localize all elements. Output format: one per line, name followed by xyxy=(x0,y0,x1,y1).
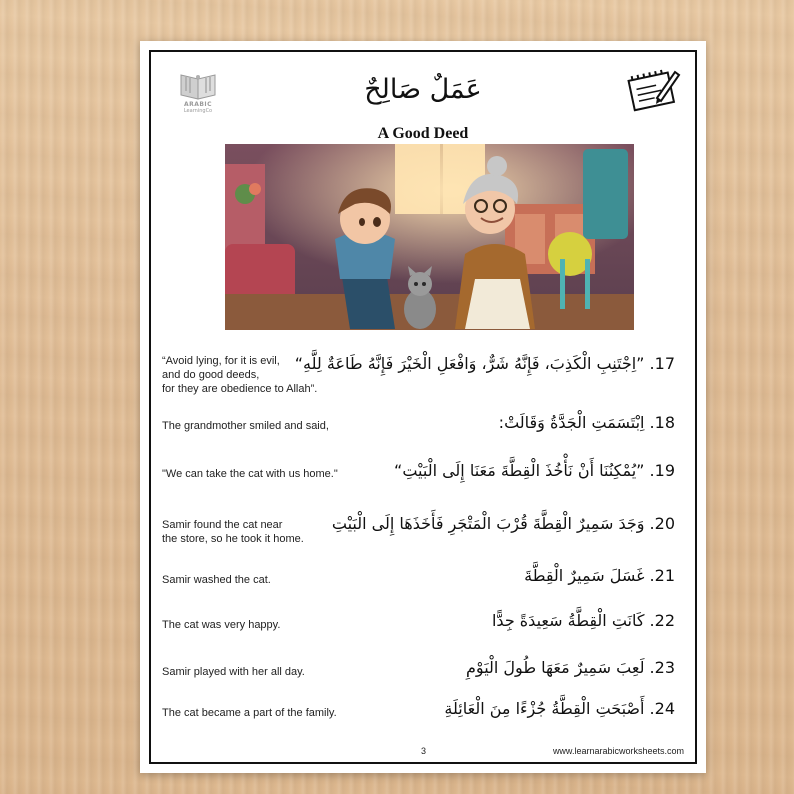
sentence-21-arabic: 21. غَسَلَ سَمِيرٌ الْقِطَّةَ xyxy=(524,566,675,585)
sentence-24-arabic: 24. أَصْبَحَتِ الْقِطَّةُ جُزْءًا مِنَ الْعَائِلَةِ xyxy=(444,699,675,718)
worksheet-page xyxy=(140,41,706,773)
page-number: 3 xyxy=(421,746,427,756)
sentence-23-english: Samir played with her all day. xyxy=(162,666,305,678)
sentence-17-arabic: 17. ”اِجْتَنِبِ الْكَذِبَ، فَإِنَّهُ شَرٌّ، وَافْعَلِ الْخَيْرَ فَإِنَّهُ طَاعَةٌ لِلَّهِ“ xyxy=(294,354,675,373)
sentence-19-arabic: 19. ”يُمْكِنُنَا أَنْ نَأْخُذَ الْقِطَّةَ مَعَنَا إِلَى الْبَيْتِ“ xyxy=(394,461,675,480)
logo-text-main: ARABIC xyxy=(183,101,213,108)
story-illustration xyxy=(225,144,634,330)
sentence-20-arabic: 20. وَجَدَ سَمِيرٌ الْقِطَّةَ قُرْبَ الْمَتْجَرِ فَأَخَذَهَا إِلَى الْبَيْتِ xyxy=(331,514,675,533)
sentence-18-arabic: 18. اِبْتَسَمَتِ الْجَدَّةُ وَقَالَتْ: xyxy=(498,413,675,432)
sentence-23-arabic: 23. لَعِبَ سَمِيرٌ مَعَهَا طُولَ الْيَوْمِ xyxy=(466,658,675,677)
website-link[interactable]: www.learnarabicworksheets.com xyxy=(552,746,684,756)
sentence-22-english: The cat was very happy. xyxy=(162,619,281,631)
sentence-17-english: “Avoid lying, for it is evil, and do good deeds, for they are obedience to Allah”. xyxy=(162,355,318,395)
sentence-22-arabic: 22. كَانَتِ الْقِطَّةُ سَعِيدَةً جِدًّا xyxy=(491,611,675,630)
page-title-english: A Good Deed xyxy=(377,125,469,142)
sentence-19-english: "We can take the cat with us home." xyxy=(162,468,338,480)
logo-text-sub: LearningCo xyxy=(183,108,213,114)
sentence-20-english: Samir found the cat near the store, so he took it home. xyxy=(162,519,304,545)
sentence-24-english: The cat became a part of the family. xyxy=(162,707,337,719)
sentence-21-english: Samir washed the cat. xyxy=(162,574,271,586)
page-title-arabic: عَمَلٌ صَالِحٌ xyxy=(364,74,482,105)
sentence-18-english: The grandmother smiled and said, xyxy=(162,420,329,432)
page-border xyxy=(149,50,697,764)
